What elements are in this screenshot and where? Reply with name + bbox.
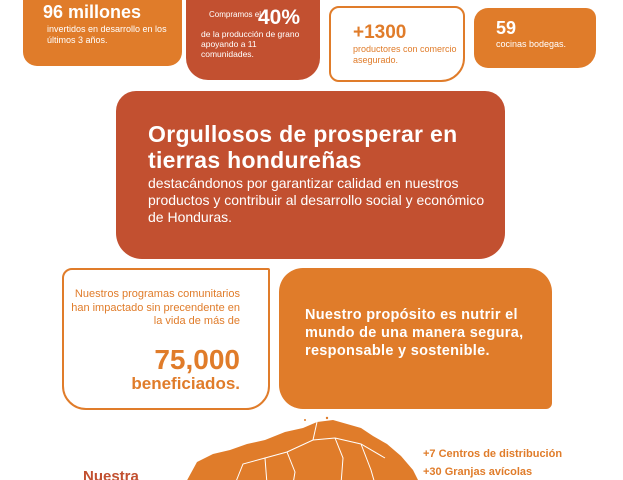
stat-kitchens-value: 59 [496,18,517,38]
stat-purchase-value: 40% [258,6,301,29]
programs-unit: beneficiados. [131,374,240,393]
stat-kitchens-text: cocinas bodegas. [496,39,567,49]
stat-purchase-text: de la producción de grano apoyando a 11 comunidades. [201,29,300,59]
stat-investment-value: 96 millones [43,2,142,22]
purpose-card [279,268,552,409]
banner-title: Orgullosos de prosperar en tierras hondureñas [148,121,458,173]
stat-card-producers [329,6,465,82]
main-banner [116,91,505,259]
banner-description: destacándonos por garantizar calidad en nuestros productos y contribuir al desarrollo social y económico de Honduras. [148,175,485,225]
programs-text: Nuestros programas comunitarios han impactado sin precendente en la vida de más de [71,288,240,327]
stat-purchase-prefix: Compramos el [208,10,261,19]
fact-poultry-farms: +30 Granjas avícolas [423,466,533,478]
stat-card-investment [23,0,182,66]
honduras-map [175,414,420,480]
footer-label: Nuestra [83,468,139,480]
stat-producers-value: +1300 [353,22,407,43]
fact-distribution-centers: +7 Centros de distribución [423,448,563,460]
stat-investment-text: invertidos en desarrollo en los últimos 3 años. [47,24,167,45]
stat-card-kitchens [474,8,596,68]
programs-card [62,268,270,410]
programs-number: 75,000 [154,344,240,375]
stat-card-purchase [186,0,320,80]
purpose-text: Nuestro propósito es nutrir el mundo de una manera segura, responsable y sostenible. [305,307,524,359]
stat-producers-text: productores con comercio asegurado. [353,44,457,65]
